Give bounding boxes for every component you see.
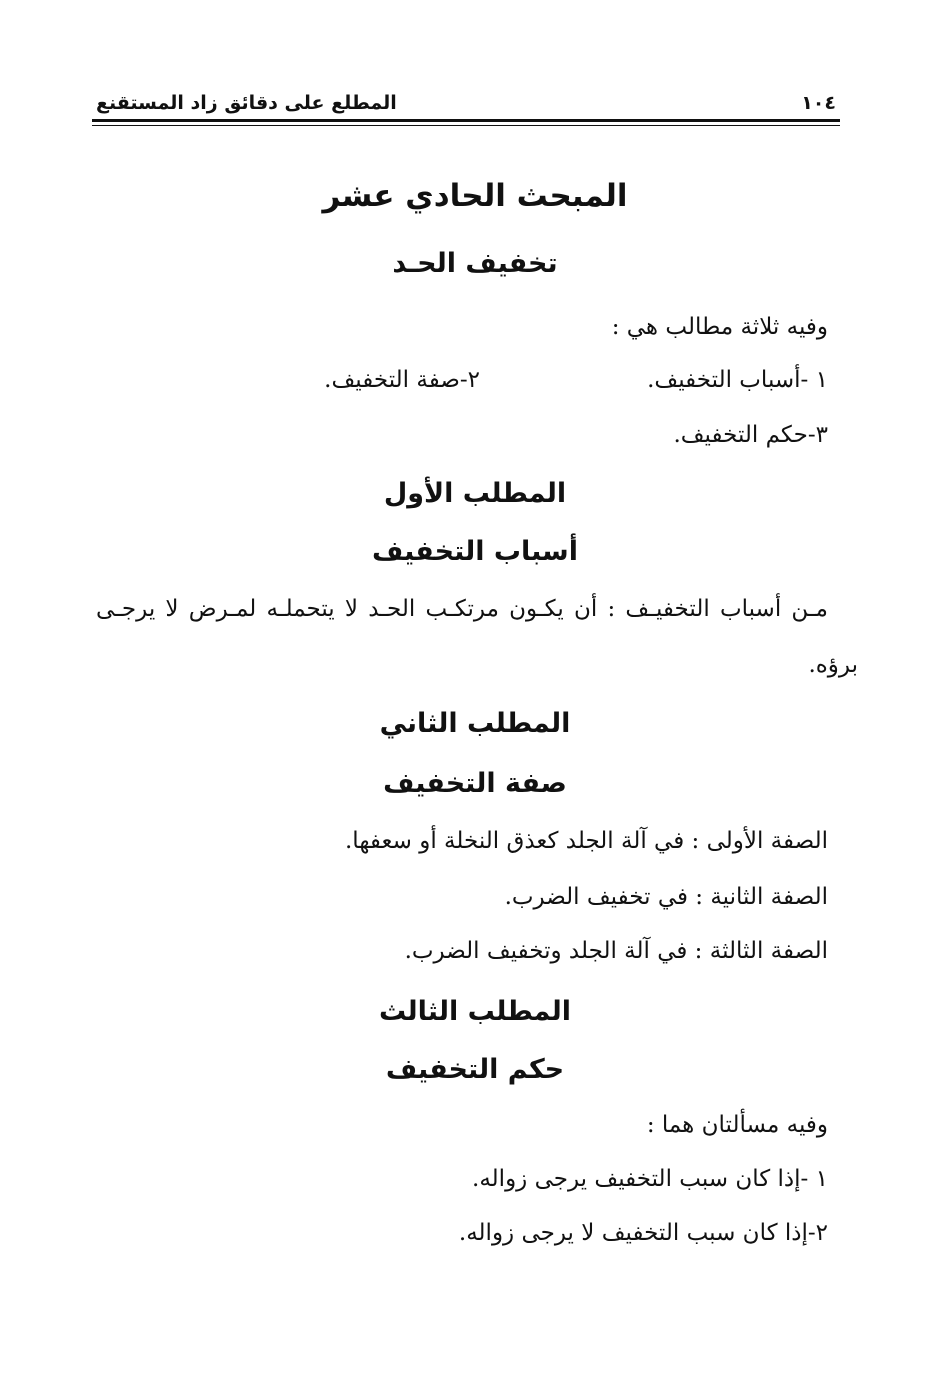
matlab3-item-2: ٢-إذا كان سبب التخفيف لا يرجى زواله. [458, 1220, 828, 1246]
matlab2-item-3: الصفة الثالثة : في آلة الجلد وتخفيف الضرب. [404, 938, 828, 964]
section-title: المبحث الحادي عشر [322, 178, 628, 214]
matlab1-text-line2: برؤه. [808, 652, 858, 678]
header-rule-thin [92, 125, 840, 126]
matlab1-text-line1: مـن أسباب التخفيـف : أن يكـون مرتكـب الحـد لا يتحملـه لمـرض لا يرجـى [96, 596, 828, 622]
matlab3-heading: المطلب الثالث [378, 996, 572, 1027]
intro-item-1: ١ -أسباب التخفيف. [647, 367, 828, 393]
book-title: المطلع على دقائق زاد المستقنع [96, 92, 397, 114]
topic-title: تخفيف الحـد [392, 248, 558, 279]
header-rule-thick [92, 119, 840, 122]
intro-text: وفيه ثلاثة مطالب هي : [611, 314, 828, 340]
page-number: ١٠٤ [801, 92, 836, 114]
matlab3-intro: وفيه مسألتان هما : [646, 1112, 828, 1138]
matlab2-item-1: الصفة الأولى : في آلة الجلد كعذق النخلة أو سعفها. [345, 828, 828, 854]
running-header [96, 84, 836, 114]
matlab3-item-1: ١ -إذا كان سبب التخفيف يرجى زواله. [472, 1166, 828, 1192]
intro-item-2: ٢-صفة التخفيف. [324, 367, 480, 393]
matlab2-subheading: صفة التخفيف [383, 768, 567, 799]
matlab2-item-2: الصفة الثانية : في تخفيف الضرب. [504, 884, 828, 910]
matlab1-subheading: أسباب التخفيف [372, 536, 578, 567]
intro-item-3: ٣-حكم التخفيف. [673, 422, 828, 448]
matlab3-subheading: حكم التخفيف [385, 1054, 565, 1085]
matlab1-heading: المطلب الأول [383, 478, 567, 509]
matlab2-heading: المطلب الثاني [379, 708, 571, 739]
